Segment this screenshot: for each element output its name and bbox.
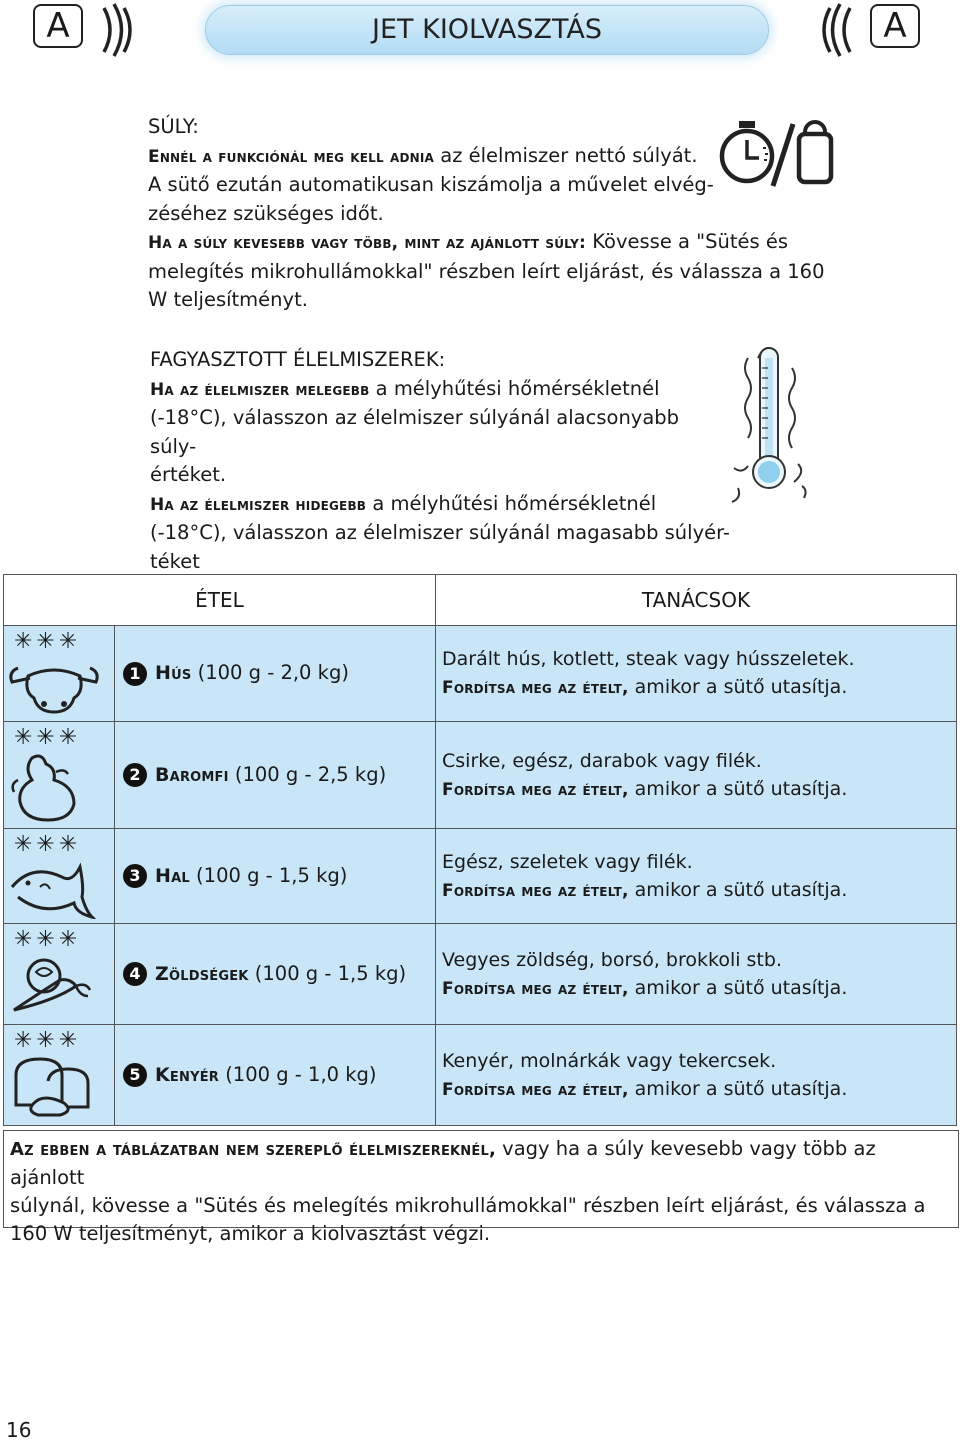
frozen-p2c: téket <box>150 549 200 573</box>
freeze-stars-icon: ✳✳✳ <box>14 832 82 857</box>
freeze-stars-icon: ✳✳✳ <box>14 927 82 952</box>
item-number-badge: 1 <box>123 662 147 686</box>
food-range: (100 g - 1,5 kg) <box>189 863 348 887</box>
chicken-icon <box>4 750 104 822</box>
table-row <box>4 722 957 829</box>
food-name: Baromfi <box>155 763 229 786</box>
table-row <box>4 1025 957 1126</box>
table-row <box>4 829 957 924</box>
wave-icon-right <box>818 2 858 58</box>
tip-text: Csirke, egész, darabok vagy filék. <box>442 749 762 772</box>
table-row <box>4 924 957 1025</box>
turn-instruction-emph: Fordítsa meg az ételt, <box>442 978 629 999</box>
table-row <box>4 626 957 722</box>
weight-p2b: zéséhez szükséges időt. <box>148 201 384 225</box>
frozen-p2a: a mélyhűtési hőmérsékletnél <box>366 491 657 515</box>
vegetable-icon <box>4 952 104 1018</box>
footnote-a: vagy ha a súly kevesebb vagy több az ajánlott <box>10 1137 876 1189</box>
food-range: (100 g - 2,0 kg) <box>191 661 349 685</box>
page-number: 16 <box>6 1418 32 1442</box>
weight-p3b: melegítés mikrohullámokkal" részben leírt eljárást, és válassza a 160 <box>148 259 825 283</box>
weight-p3-emph: Ha a súly kevesebb vagy több, mint az ajánlott súly: <box>148 233 587 253</box>
mode-a-icon-left: A <box>33 4 83 48</box>
tip-text: Darált hús, kotlett, steak vagy hússzeletek. <box>442 648 855 670</box>
timer-weight-icon <box>715 118 840 190</box>
frozen-p1a: a mélyhűtési hőmérsékletnél <box>369 376 660 400</box>
weight-p1: az élelmiszer nettó súlyát. <box>434 143 698 167</box>
turn-instruction: amikor a sütő utasítja. <box>628 1077 848 1100</box>
wave-icon-left <box>96 2 136 58</box>
footnote-b: súlynál, kövesse a "Sütés és melegítés mikrohullámokkal" részben leírt eljárást, és válassza a <box>10 1194 926 1217</box>
defrost-table <box>3 574 957 1126</box>
page-title: JET KIOLVASZTÁS <box>205 5 769 55</box>
table-footnote <box>3 1130 959 1245</box>
food-range: (100 g - 1,0 kg) <box>219 1062 377 1086</box>
turn-instruction: amikor a sütő utasítja. <box>628 976 848 999</box>
freeze-stars-icon: ✳✳✳ <box>14 629 82 654</box>
weight-heading: SÚLY: <box>148 115 199 138</box>
mode-a-icon-right: A <box>870 4 920 48</box>
tip-text: Egész, szeletek vagy filék. <box>442 850 693 873</box>
tip-text: Kenyér, molnárkák vagy tekercsek. <box>442 1049 777 1072</box>
bread-icon <box>4 1053 104 1119</box>
footnote-emph: Az ebben a táblázatban nem szereplő élelmiszereknél, <box>10 1139 496 1160</box>
item-number-badge: 5 <box>123 1063 147 1087</box>
food-name: Zöldségek <box>155 962 249 985</box>
col-header-tips: TANÁCSOK <box>436 575 957 626</box>
cow-icon <box>4 654 104 716</box>
turn-instruction: amikor a sütő utasítja. <box>628 777 848 800</box>
footnote-c: 160 W teljesítményt, amikor a kiolvasztást végzi. <box>10 1222 491 1245</box>
turn-instruction-emph: Fordítsa meg az ételt, <box>442 779 629 800</box>
weight-p3a: Kövesse a "Sütés és <box>586 230 789 253</box>
item-number-badge: 2 <box>123 763 147 787</box>
frozen-thermometer-icon <box>728 338 818 510</box>
freeze-stars-icon: ✳✳✳ <box>14 1028 82 1053</box>
tip-text: Vegyes zöldség, borsó, brokkoli stb. <box>442 948 782 971</box>
food-name: Hal <box>155 864 190 887</box>
frozen-p1-emph: Ha az élelmiszer melegebb <box>150 379 370 400</box>
turn-instruction-emph: Fordítsa meg az ételt, <box>442 678 629 698</box>
freeze-stars-icon: ✳✳✳ <box>14 725 82 750</box>
frozen-section <box>150 346 730 576</box>
food-name: Kenyér <box>155 1063 219 1086</box>
food-range: (100 g - 1,5 kg) <box>248 961 407 985</box>
food-name: Hús <box>155 662 192 685</box>
turn-instruction-emph: Fordítsa meg az ételt, <box>442 1079 629 1100</box>
weight-p1-emph: Ennél a funkciónál meg kell adnia <box>148 146 435 167</box>
turn-instruction-emph: Fordítsa meg az ételt, <box>442 880 629 901</box>
turn-instruction: amikor a sütő utasítja. <box>628 878 848 901</box>
fish-icon <box>4 857 104 919</box>
weight-p3c: W teljesítményt. <box>148 288 308 311</box>
item-number-badge: 4 <box>123 962 147 986</box>
col-header-food: ÉTEL <box>4 575 436 626</box>
item-number-badge: 3 <box>123 864 147 888</box>
frozen-p2b: (-18°C), válasszon az élelmiszer súlyánál magasabb súlyér- <box>150 521 730 544</box>
turn-instruction: amikor a sütő utasítja. <box>628 676 848 698</box>
frozen-heading: FAGYASZTOTT ÉLELMISZEREK: <box>150 348 446 371</box>
food-range: (100 g - 2,5 kg) <box>228 762 387 786</box>
frozen-p1c: értéket. <box>150 463 227 486</box>
frozen-p1b: (-18°C), válasszon az élelmiszer súlyánál alacsonyabb súly- <box>150 406 680 458</box>
frozen-p2-emph: Ha az élelmiszer hidegebb <box>150 494 367 515</box>
weight-p2a: A sütő ezután automatikusan kiszámolja a művelet elvég- <box>148 173 714 196</box>
